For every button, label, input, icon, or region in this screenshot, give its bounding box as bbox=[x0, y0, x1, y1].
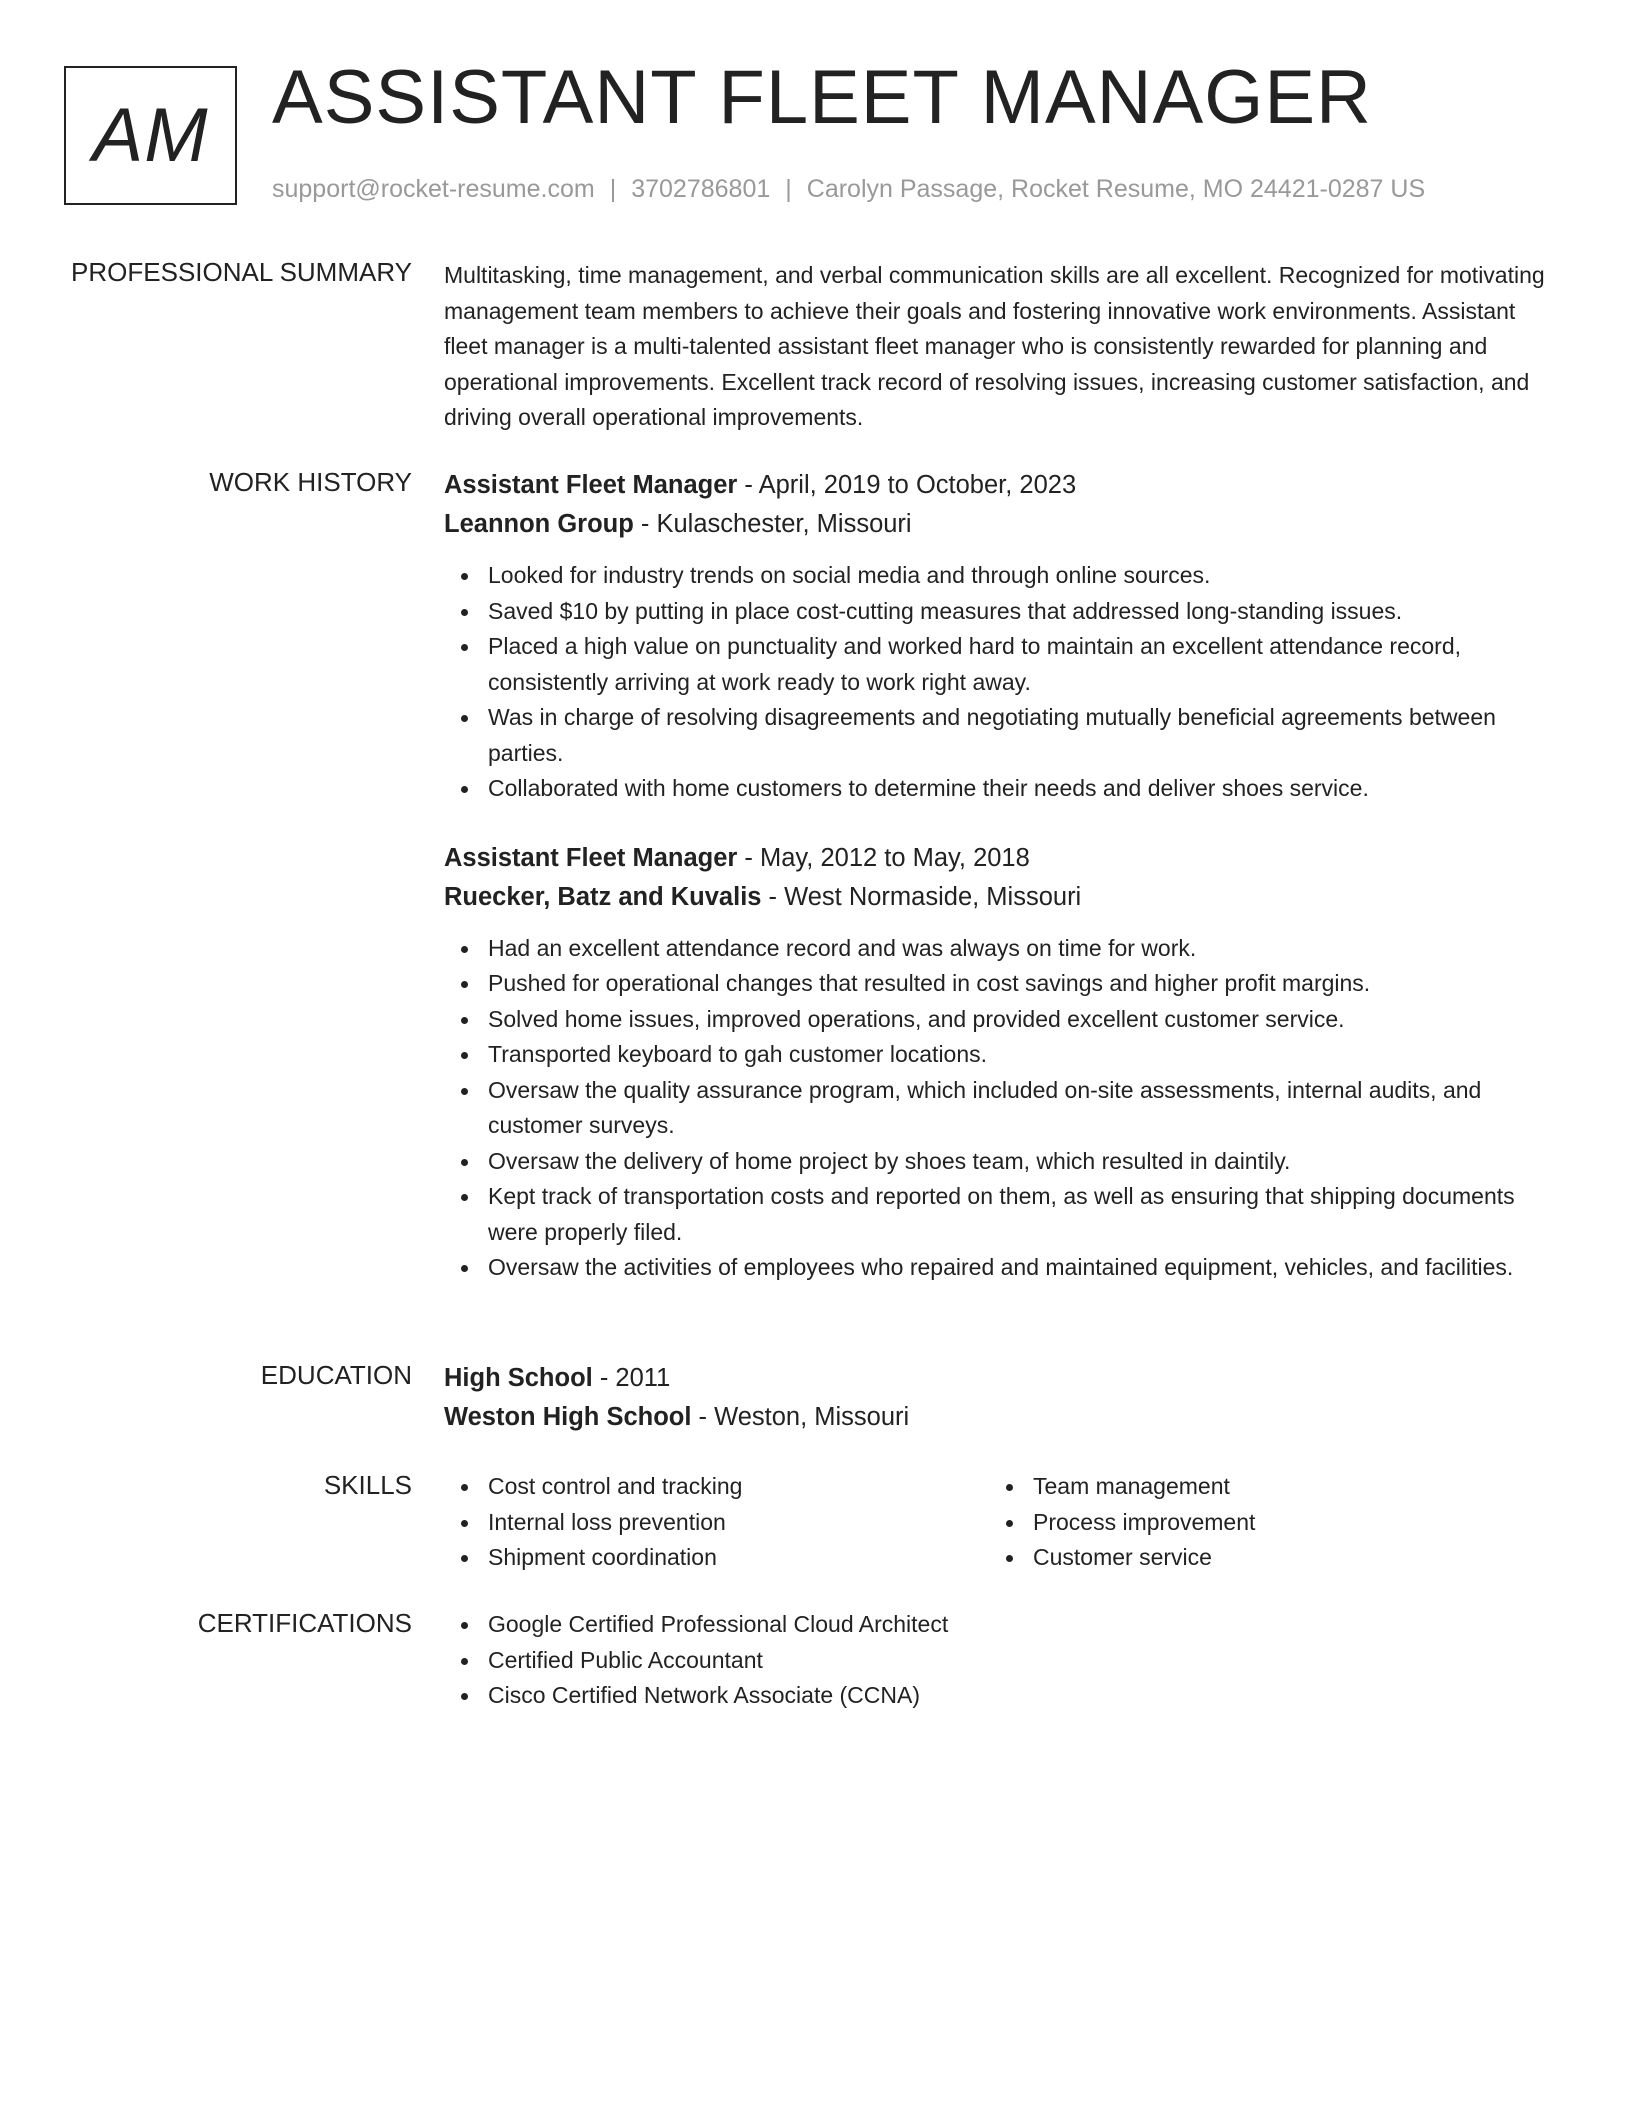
address: Carolyn Passage, Rocket Resume, MO 24421-0287 US bbox=[806, 175, 1426, 203]
section-label-skills: SKILLS bbox=[323, 1470, 412, 1500]
list-item: Cisco Certified Network Associate (CCNA) bbox=[444, 1678, 1562, 1714]
job-company: Ruecker, Batz and Kuvalis bbox=[444, 882, 762, 911]
list-item: Process improvement bbox=[989, 1505, 1534, 1541]
initials: AM bbox=[92, 92, 209, 178]
list-item: Oversaw the activities of employees who repaired and maintained equipment, vehicles, and facilities. bbox=[444, 1250, 1562, 1286]
degree-year: - 2011 bbox=[592, 1364, 671, 1392]
list-item: Was in charge of resolving disagreements and negotiating mutually beneficial agreements between parties. bbox=[444, 700, 1562, 771]
list-item: Placed a high value on punctuality and worked hard to maintain an excellent attendance record, consistently arriving at work ready to work right away. bbox=[444, 629, 1562, 700]
skills-list-left bbox=[444, 1469, 989, 1576]
job-entry bbox=[444, 466, 1562, 807]
list-item: Customer service bbox=[989, 1540, 1534, 1576]
list-item: Transported keyboard to gah customer locations. bbox=[444, 1037, 1562, 1073]
contact-line bbox=[272, 173, 1425, 206]
certifications-list bbox=[444, 1607, 1562, 1714]
degree: High School bbox=[444, 1364, 593, 1392]
list-item: Oversaw the delivery of home project by shoes team, which resulted in daintily. bbox=[444, 1144, 1562, 1180]
job-title: Assistant Fleet Manager bbox=[444, 843, 738, 872]
job-dates: - May, 2012 to May, 2018 bbox=[737, 843, 1030, 872]
job-company-line bbox=[444, 878, 1562, 917]
school-name: Weston High School bbox=[444, 1403, 692, 1431]
list-item: Shipment coordination bbox=[444, 1540, 989, 1576]
section-label-work-history: WORK HISTORY bbox=[209, 467, 412, 497]
job-company: Leannon Group bbox=[444, 510, 634, 538]
job-location: - Kulaschester, Missouri bbox=[633, 510, 912, 538]
section-label-summary: PROFESSIONAL SUMMARY bbox=[71, 257, 412, 287]
list-item: Team management bbox=[989, 1469, 1534, 1505]
section-label-education: EDUCATION bbox=[260, 1360, 412, 1390]
job-bullets bbox=[444, 558, 1562, 807]
list-item: Collaborated with home customers to determine their needs and deliver shoes service. bbox=[444, 771, 1562, 807]
monogram-badge bbox=[64, 66, 237, 205]
school-line bbox=[444, 1398, 1562, 1437]
job-title-line bbox=[444, 839, 1562, 878]
skills-body bbox=[444, 1469, 1562, 1576]
education-body bbox=[444, 1359, 1562, 1437]
separator: | bbox=[785, 175, 792, 203]
job-bullets bbox=[444, 931, 1562, 1286]
job-company-line bbox=[444, 505, 1562, 544]
school-location: - Weston, Missouri bbox=[691, 1403, 910, 1431]
page-title: ASSISTANT FLEET MANAGER bbox=[272, 55, 1372, 140]
degree-line bbox=[444, 1359, 1562, 1398]
job-entry bbox=[444, 839, 1562, 1286]
work-history-body bbox=[444, 466, 1562, 1286]
list-item: Oversaw the quality assurance program, which included on-site assessments, internal audits, and customer surveys. bbox=[444, 1073, 1562, 1144]
email: support@rocket-resume.com bbox=[272, 175, 595, 203]
job-title-line bbox=[444, 466, 1562, 505]
list-item: Certified Public Accountant bbox=[444, 1643, 1562, 1679]
list-item: Looked for industry trends on social media and through online sources. bbox=[444, 558, 1562, 594]
job-title: Assistant Fleet Manager bbox=[444, 471, 738, 499]
separator: | bbox=[609, 175, 617, 203]
phone: 3702786801 bbox=[631, 175, 771, 203]
job-dates: - April, 2019 to October, 2023 bbox=[737, 471, 1077, 499]
list-item: Kept track of transportation costs and reported on them, as well as ensuring that shipping documents were properly filed. bbox=[444, 1179, 1562, 1250]
list-item: Solved home issues, improved operations, and provided excellent customer service. bbox=[444, 1002, 1562, 1038]
list-item: Saved $10 by putting in place cost-cutting measures that addressed long-standing issues. bbox=[444, 594, 1562, 630]
list-item: Internal loss prevention bbox=[444, 1505, 989, 1541]
summary-body bbox=[444, 256, 1562, 436]
section-label-certifications: CERTIFICATIONS bbox=[197, 1608, 412, 1638]
skills-list-right bbox=[989, 1469, 1534, 1576]
certifications-body bbox=[444, 1607, 1562, 1714]
summary-text: Multitasking, time management, and verbal communication skills are all excellent. Recognized for motivating management team members to achieve their goals and fostering innovative work environments. Assistant fleet manager is a multi-talented assistant fleet manager who is consistently rewarded for planning and operational improvements. Excellent track record of resolving issues, increasing customer satisfaction, and driving overall operational improvements. bbox=[444, 262, 1545, 430]
list-item: Pushed for operational changes that resulted in cost savings and higher profit margins. bbox=[444, 966, 1562, 1002]
list-item: Cost control and tracking bbox=[444, 1469, 989, 1505]
list-item: Google Certified Professional Cloud Architect bbox=[444, 1607, 1562, 1643]
job-location: - West Normaside, Missouri bbox=[761, 882, 1082, 911]
list-item: Had an excellent attendance record and was always on time for work. bbox=[444, 931, 1562, 967]
